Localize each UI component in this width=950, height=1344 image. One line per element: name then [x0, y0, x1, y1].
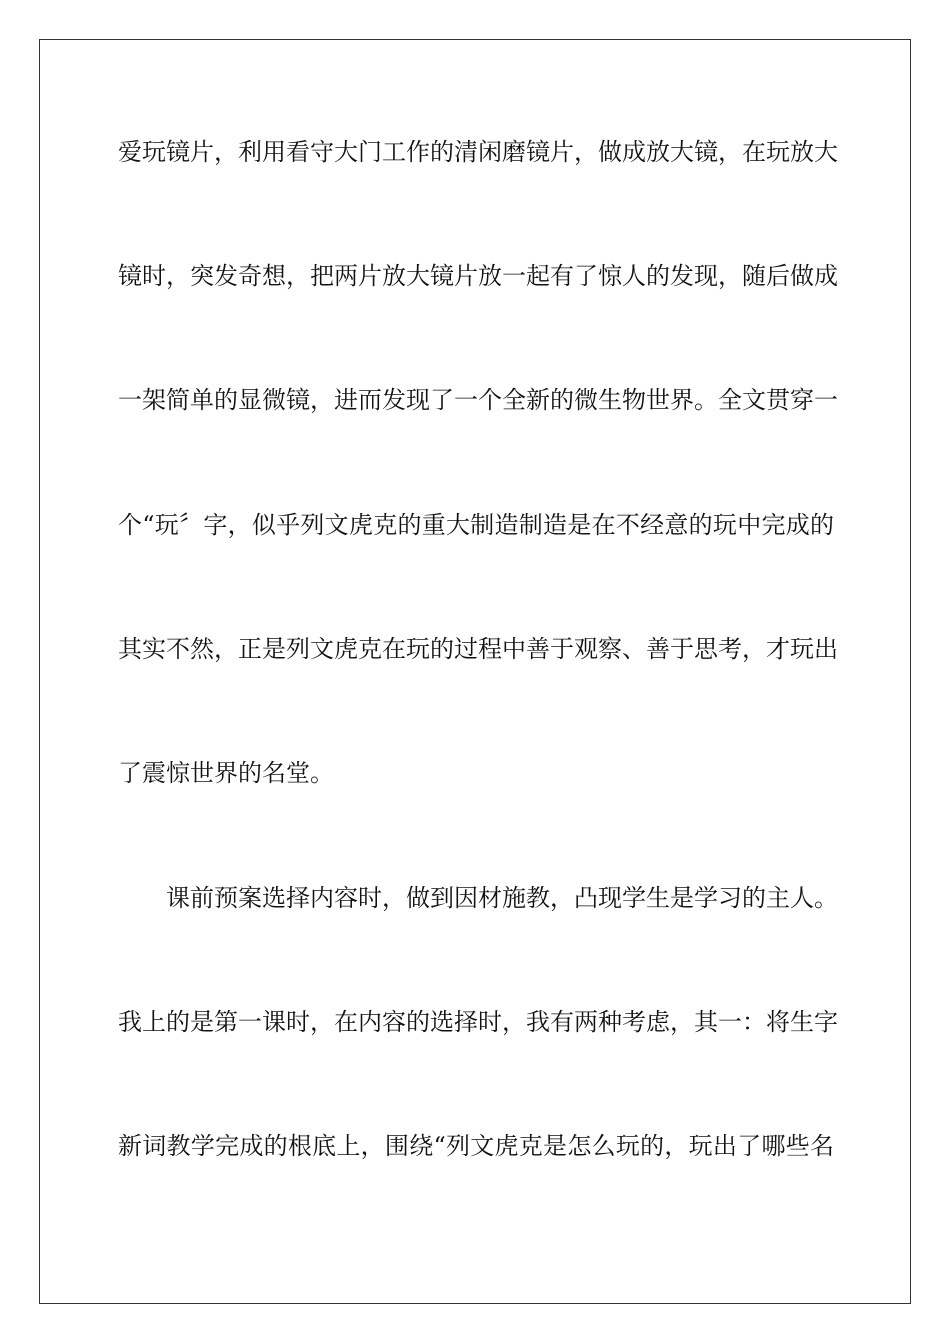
text-line-5: 其实不然，正是列文虎克在玩的过程中善于观察、善于思考，才玩出 — [118, 635, 838, 663]
page-border — [39, 39, 911, 1304]
text-line-8: 我上的是第一课时，在内容的选择时，我有两种考虑，其一：将生字 — [118, 1008, 838, 1036]
text-line-3: 一架简单的显微镜，进而发现了一个全新的微生物世界。全文贯穿一 — [118, 386, 838, 414]
text-line-4: 个“玩〞字，似乎列文虎克的重大制造制造是在不经意的玩中完成的 — [118, 511, 834, 539]
text-line-1: 爱玩镜片，利用看守大门工作的清闲磨镜片，做成放大镜，在玩放大 — [118, 138, 838, 166]
text-line-9: 新词教学完成的根底上，围绕“列文虎克是怎么玩的，玩出了哪些名 — [118, 1132, 834, 1160]
text-line-6: 了震惊世界的名堂。 — [118, 759, 334, 787]
text-line-2: 镜时，突发奇想，把两片放大镜片放一起有了惊人的发现，随后做成 — [118, 262, 838, 290]
text-line-7-paragraph-start: 课前预案选择内容时，做到因材施教，凸现学生是学习的主人。 — [166, 884, 838, 912]
